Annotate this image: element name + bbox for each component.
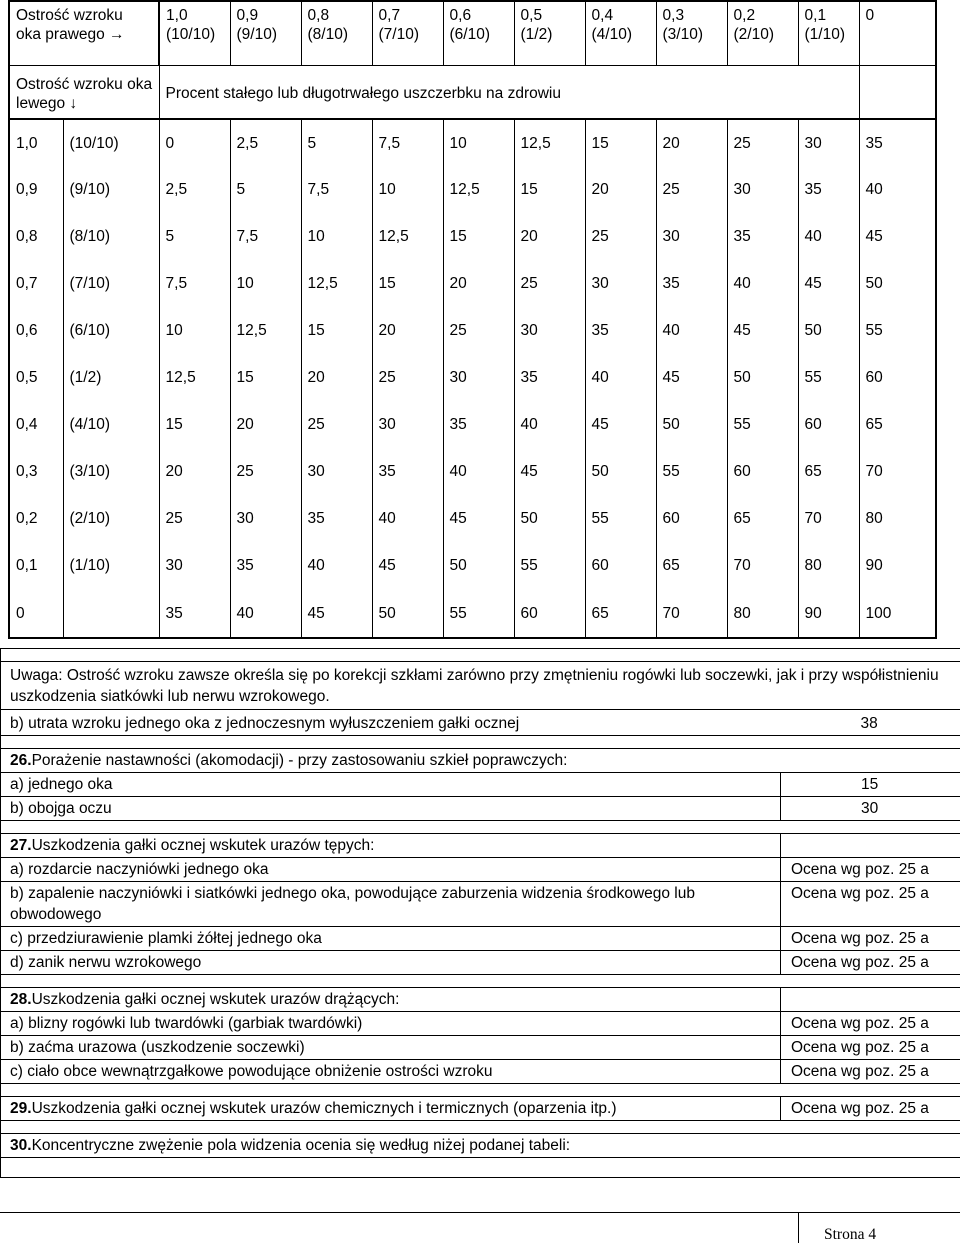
table-cell: 2,5: [159, 166, 230, 213]
section-29-value: Ocena wg poz. 25 a: [781, 1097, 960, 1121]
section-number: 26.: [10, 752, 32, 769]
table-cell: 7,5: [159, 260, 230, 307]
table-cell: 10: [301, 213, 372, 260]
section-27-item-b-text: b) zapalenie naczyniówki i siatkówki jednego oka, powodujące zaburzenia widzenia środkowego lub obwodowego: [1, 882, 781, 927]
section-title: Uszkodzenia gałki ocznej wskutek urazów drążących:: [31, 991, 400, 1008]
column-header: [443, 1, 514, 65]
table-cell: 35: [372, 448, 443, 495]
table-cell: 40: [372, 495, 443, 542]
table-cell: 35: [514, 354, 585, 401]
table-cell: 20: [159, 448, 230, 495]
table-cell: 50: [727, 354, 798, 401]
column-header-fraction: (1/10): [804, 26, 846, 43]
table-cell: 35: [230, 542, 301, 589]
row-decimal: 0,8: [9, 213, 63, 260]
enucleation-value: 38: [781, 710, 960, 736]
section-28-item-a-value: Ocena wg poz. 25 a: [781, 1012, 960, 1036]
section-title: Uszkodzenia gałki ocznej wskutek urazów chemicznych i termicznych (oparzenia itp.): [31, 1100, 617, 1117]
column-header-fraction: (4/10): [591, 26, 633, 43]
table-cell: 15: [443, 213, 514, 260]
table-cell: 80: [798, 542, 859, 589]
table-cell: 60: [727, 448, 798, 495]
table-cell: 25: [514, 260, 585, 307]
table-cell: 65: [798, 448, 859, 495]
table-cell: 45: [301, 589, 372, 638]
section-27-heading: [1, 834, 781, 858]
row-fraction: (3/10): [63, 448, 159, 495]
section-26-heading: [1, 749, 960, 773]
section-27-item-a-value: Ocena wg poz. 25 a: [781, 858, 960, 882]
table-cell: 25: [585, 213, 656, 260]
table-cell: 20: [301, 354, 372, 401]
table-cell: 5: [230, 166, 301, 213]
spacer-row: [1, 649, 960, 662]
section-29-heading: [1, 1097, 781, 1121]
table-cell: 25: [656, 166, 727, 213]
section-27-item-c-text: c) przedziurawienie plamki żółtej jednego oka: [1, 927, 781, 951]
table-cell: 40: [585, 354, 656, 401]
column-header: [727, 1, 798, 65]
left-eye-label: Ostrość wzroku oka lewego ↓: [9, 65, 159, 119]
column-header-decimal: 0,7: [378, 7, 401, 24]
table-cell: 30: [443, 354, 514, 401]
spacer-row: [1, 736, 960, 749]
column-header-decimal: 0,9: [236, 7, 259, 24]
table-row: [9, 448, 936, 495]
table-cell: 80: [727, 589, 798, 638]
table-cell: 55: [727, 401, 798, 448]
column-header-decimal: 0: [865, 7, 875, 24]
section-28-heading: [1, 988, 781, 1012]
column-header: [585, 1, 656, 65]
spacer-row: [1, 1121, 960, 1134]
table-row: [9, 401, 936, 448]
row-fraction: (6/10): [63, 307, 159, 354]
table-cell: 35: [301, 495, 372, 542]
table-cell: 40: [859, 166, 936, 213]
table-cell: 30: [585, 260, 656, 307]
row-decimal: 0,2: [9, 495, 63, 542]
section-27-item-d-value: Ocena wg poz. 25 a: [781, 951, 960, 975]
column-header: [859, 1, 936, 65]
section-number: 29.: [10, 1100, 32, 1117]
section-number: 27.: [10, 837, 32, 854]
table-cell: 40: [727, 260, 798, 307]
table-cell: 12,5: [372, 213, 443, 260]
column-header-decimal: 1,0: [166, 7, 188, 24]
table-cell: 60: [656, 495, 727, 542]
section-27-item-b-value: Ocena wg poz. 25 a: [781, 882, 960, 927]
table-cell: 65: [656, 542, 727, 589]
table-cell: 80: [859, 495, 936, 542]
table-cell: 12,5: [301, 260, 372, 307]
table-cell: 60: [514, 589, 585, 638]
row-decimal: 0,5: [9, 354, 63, 401]
row-decimal: 0,9: [9, 166, 63, 213]
column-header-fraction: (2/10): [733, 26, 775, 43]
row-fraction: (2/10): [63, 495, 159, 542]
column-header-fraction: (8/10): [307, 26, 349, 43]
row-fraction: (7/10): [63, 260, 159, 307]
table-cell: 30: [727, 166, 798, 213]
table-cell: 35: [727, 213, 798, 260]
section-27-item-a-text: a) rozdarcie naczyniówki jednego oka: [1, 858, 781, 882]
column-header: [301, 1, 372, 65]
table-cell: 30: [372, 401, 443, 448]
table-cell: 5: [159, 213, 230, 260]
table-row: [9, 307, 936, 354]
table-cell: 40: [798, 213, 859, 260]
table-cell: 20: [443, 260, 514, 307]
table-cell: 12,5: [230, 307, 301, 354]
table-cell: 45: [798, 260, 859, 307]
table-cell: 20: [514, 213, 585, 260]
table-cell: 35: [443, 401, 514, 448]
table-cell: 45: [443, 495, 514, 542]
column-header-fraction: (3/10): [662, 26, 704, 43]
table-cell: 70: [798, 495, 859, 542]
section-26-item-a-value: 15: [781, 773, 960, 797]
row-decimal: 0,6: [9, 307, 63, 354]
column-header: [159, 1, 230, 65]
table-cell: 35: [798, 166, 859, 213]
table-cell: 20: [585, 166, 656, 213]
table-cell: 15: [301, 307, 372, 354]
section-number: 28.: [10, 991, 32, 1008]
row-fraction: [63, 589, 159, 638]
column-header: [656, 1, 727, 65]
table-cell: 25: [230, 448, 301, 495]
table-cell: 40: [230, 589, 301, 638]
table-cell: 90: [859, 542, 936, 589]
table-cell: 40: [514, 401, 585, 448]
table-cell: 10: [230, 260, 301, 307]
table-cell: 30: [230, 495, 301, 542]
table-cell: 25: [159, 495, 230, 542]
enucleation-text: b) utrata wzroku jednego oka z jednoczesnym wyłuszczeniem gałki ocznej: [1, 710, 781, 736]
table-cell: 45: [585, 401, 656, 448]
row-decimal: 0,4: [9, 401, 63, 448]
section-28-item-b-value: Ocena wg poz. 25 a: [781, 1036, 960, 1060]
table-cell: 55: [585, 495, 656, 542]
table-cell: 50: [514, 495, 585, 542]
table-cell: 35: [585, 307, 656, 354]
table-cell: 7,5: [301, 166, 372, 213]
table-cell: 45: [372, 542, 443, 589]
page-number: Strona 4: [824, 1226, 877, 1243]
subheader-row: [9, 65, 936, 119]
table-cell: 30: [301, 448, 372, 495]
note-text: Uwaga: Ostrość wzroku zawsze określa się po korekcji szkłami zarówno przy zmętnieniu rogówki lub soczewki, jak i przy współistnieniu uszkodzenia siatkówki lub nerwu wzrokowego.: [1, 662, 960, 710]
table-cell: 35: [159, 589, 230, 638]
column-header-decimal: 0,3: [662, 7, 685, 24]
table-cell: 50: [656, 401, 727, 448]
table-cell: 25: [372, 354, 443, 401]
column-header-fraction: (6/10): [449, 26, 491, 43]
table-cell: 12,5: [443, 166, 514, 213]
table-cell: 40: [656, 307, 727, 354]
row-decimal: 0,1: [9, 542, 63, 589]
section-title: Porażenie nastawności (akomodacji) - przy zastosowaniu szkieł poprawczych:: [31, 752, 568, 769]
table-cell: 50: [372, 589, 443, 638]
table-cell: 55: [656, 448, 727, 495]
table-cell: 65: [585, 589, 656, 638]
table-cell: 5: [301, 119, 372, 166]
table-cell: 50: [859, 260, 936, 307]
table-cell: 70: [727, 542, 798, 589]
section-number: 30.: [10, 1137, 32, 1154]
column-header-fraction: (10/10): [166, 26, 216, 43]
section-26-item-a-text: a) jednego oka: [1, 773, 781, 797]
table-cell: 65: [859, 401, 936, 448]
right-eye-label: Ostrość wzroku oka prawego →: [9, 1, 159, 65]
table-cell: 60: [798, 401, 859, 448]
table-cell: 30: [159, 542, 230, 589]
empty-cell: [781, 988, 960, 1012]
visual-acuity-table: [8, 0, 937, 639]
empty-row: [1, 1158, 960, 1178]
table-cell: 40: [443, 448, 514, 495]
column-header-decimal: 0,6: [449, 7, 472, 24]
column-header-decimal: 0,1: [804, 7, 827, 24]
table-cell: 2,5: [230, 119, 301, 166]
table-cell: 50: [443, 542, 514, 589]
table-row: [9, 119, 936, 166]
section-28-item-c-text: c) ciało obce wewnątrzgałkowe powodujące obniżenie ostrości wzroku: [1, 1060, 781, 1084]
column-header-fraction: (9/10): [236, 26, 278, 43]
table-cell: 30: [798, 119, 859, 166]
table-cell: 15: [230, 354, 301, 401]
table-cell: 45: [656, 354, 727, 401]
row-fraction: (1/10): [63, 542, 159, 589]
table-row: [9, 260, 936, 307]
empty-cell: [781, 834, 960, 858]
table-cell: 25: [301, 401, 372, 448]
row-decimal: 0,3: [9, 448, 63, 495]
footer-box: [798, 1212, 960, 1243]
column-header-decimal: 0,2: [733, 7, 756, 24]
section-28-item-c-value: Ocena wg poz. 25 a: [781, 1060, 960, 1084]
table-cell: 35: [859, 119, 936, 166]
percent-caption: Procent stałego lub długotrwałego uszczerbku na zdrowiu: [159, 65, 859, 119]
table-cell: 12,5: [159, 354, 230, 401]
table-cell: 70: [656, 589, 727, 638]
table-cell: 35: [656, 260, 727, 307]
table-cell: 60: [859, 354, 936, 401]
table-cell: 20: [656, 119, 727, 166]
table-cell: 10: [372, 166, 443, 213]
table-cell: 45: [514, 448, 585, 495]
column-header: [798, 1, 859, 65]
table-row: [9, 542, 936, 589]
table-cell: 10: [443, 119, 514, 166]
row-decimal: 1,0: [9, 119, 63, 166]
section-title: Uszkodzenia gałki ocznej wskutek urazów tępych:: [31, 837, 375, 854]
table-cell: 90: [798, 589, 859, 638]
table-row: [9, 354, 936, 401]
section-title: Koncentryczne zwężenie pola widzenia ocenia się według niżej podanej tabeli:: [31, 1137, 571, 1154]
column-header: [372, 1, 443, 65]
table-cell: 45: [859, 213, 936, 260]
table-cell: 30: [656, 213, 727, 260]
section-28-item-a-text: a) blizny rogówki lub twardówki (garbiak twardówki): [1, 1012, 781, 1036]
table-cell: 25: [727, 119, 798, 166]
table-cell: 15: [514, 166, 585, 213]
table-cell: 60: [585, 542, 656, 589]
table-row: [9, 495, 936, 542]
table-cell: 100: [859, 589, 936, 638]
column-header-decimal: 0,5: [520, 7, 543, 24]
row-fraction: (4/10): [63, 401, 159, 448]
table-cell: 55: [859, 307, 936, 354]
table-cell: 20: [372, 307, 443, 354]
row-fraction: (1/2): [63, 354, 159, 401]
table-cell: 55: [514, 542, 585, 589]
section-26-item-b-value: 30: [781, 797, 960, 821]
table-cell: 50: [585, 448, 656, 495]
table-cell: 55: [443, 589, 514, 638]
table-cell: 55: [798, 354, 859, 401]
table-cell: 65: [727, 495, 798, 542]
column-header: [230, 1, 301, 65]
injury-sections-table: [0, 648, 960, 1178]
column-header-decimal: 0,4: [591, 7, 614, 24]
column-header: [514, 1, 585, 65]
table-cell: 10: [159, 307, 230, 354]
section-26-item-b-text: b) obojga oczu: [1, 797, 781, 821]
table-cell: 0: [159, 119, 230, 166]
row-decimal: 0,7: [9, 260, 63, 307]
column-header-fraction: (7/10): [378, 26, 420, 43]
table-cell: 40: [301, 542, 372, 589]
table-cell: 15: [585, 119, 656, 166]
table-cell: 70: [859, 448, 936, 495]
section-28-item-b-text: b) zaćma urazowa (uszkodzenie soczewki): [1, 1036, 781, 1060]
column-header-decimal: 0,8: [307, 7, 330, 24]
table-cell: 7,5: [230, 213, 301, 260]
table-cell: 15: [159, 401, 230, 448]
table-row: [9, 166, 936, 213]
table-cell: 30: [514, 307, 585, 354]
spacer-row: [1, 1084, 960, 1097]
table-cell: 12,5: [514, 119, 585, 166]
row-fraction: (9/10): [63, 166, 159, 213]
table-cell: 50: [798, 307, 859, 354]
table-cell: 45: [727, 307, 798, 354]
table-row: [9, 589, 936, 638]
row-fraction: (10/10): [63, 119, 159, 166]
spacer-row: [1, 975, 960, 988]
table-cell: 15: [372, 260, 443, 307]
section-27-item-d-text: d) zanik nerwu wzrokowego: [1, 951, 781, 975]
spacer-row: [1, 821, 960, 834]
column-header-fraction: (1/2): [520, 26, 553, 43]
table-cell: 25: [443, 307, 514, 354]
table-cell: 7,5: [372, 119, 443, 166]
header-row: [9, 1, 936, 65]
section-27-item-c-value: Ocena wg poz. 25 a: [781, 927, 960, 951]
section-30-heading: [1, 1134, 960, 1158]
row-decimal: 0: [9, 589, 63, 638]
table-row: [9, 213, 936, 260]
row-fraction: (8/10): [63, 213, 159, 260]
table-cell: 20: [230, 401, 301, 448]
